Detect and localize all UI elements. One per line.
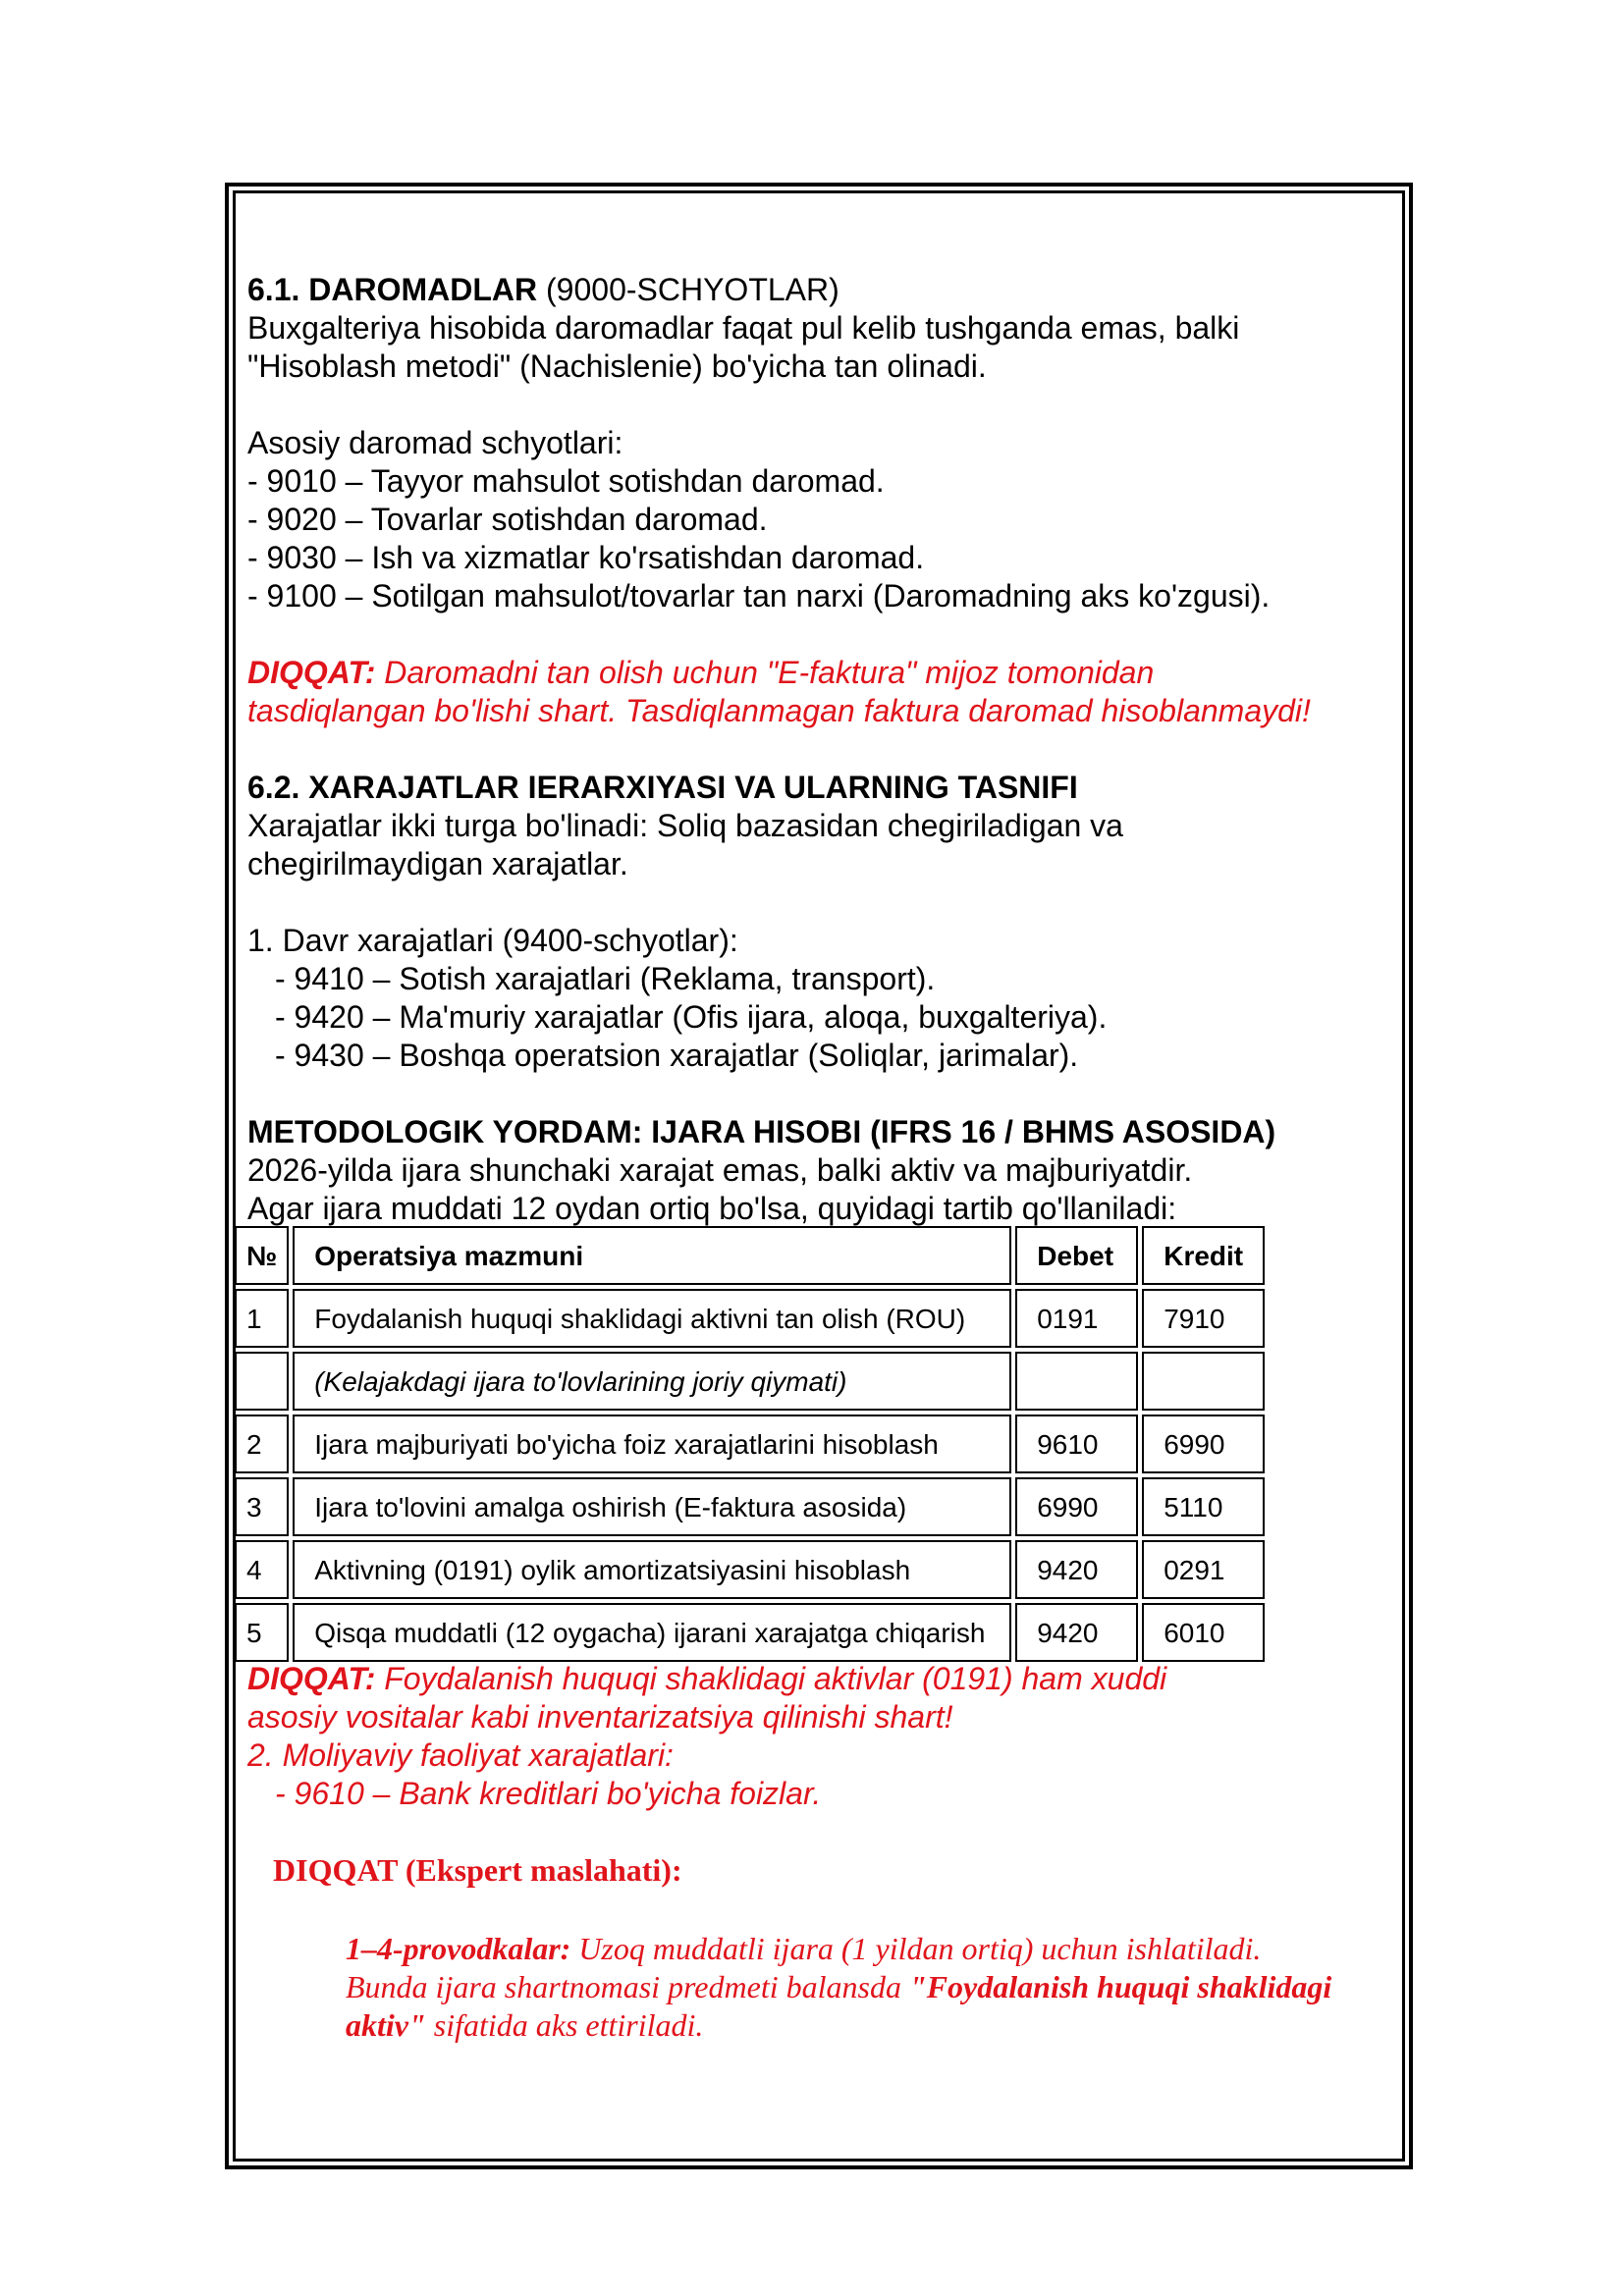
financial-expenses-item: - 9610 – Bank kreditlari bo'yicha foizlar.: [275, 1776, 822, 1811]
cell-number: 1: [235, 1289, 289, 1348]
rou-warning-line2: asosiy vositalar kabi inventarizatsiya qilinishi shart!: [247, 1699, 953, 1735]
income-list-item: - 9020 – Tovarlar sotishdan daromad.: [247, 502, 768, 537]
cell-credit: 6010: [1142, 1603, 1265, 1662]
section-62-line2: chegirilmaydigan xarajatlar.: [247, 846, 628, 881]
cell-number: 5: [235, 1603, 289, 1662]
cell-operation: Ijara to'lovini amalga oshirish (E-faktura asosida): [293, 1477, 1011, 1536]
cell-credit: 7910: [1142, 1289, 1265, 1348]
cell-credit: 6990: [1142, 1415, 1265, 1473]
cell-credit: [1142, 1352, 1265, 1411]
cell-credit: 5110: [1142, 1477, 1265, 1536]
expert-advice-title: DIQQAT (Ekspert maslahati):: [273, 1852, 682, 1888]
cell-operation: Ijara majburiyati bo'yicha foiz xarajatlarini hisoblash: [293, 1415, 1011, 1473]
cell-number: [235, 1352, 289, 1411]
table-row: [235, 1603, 1265, 1662]
table-header-row: [235, 1226, 1265, 1285]
expert-advice-lead: 1–4-provodkalar:: [346, 1931, 571, 1966]
expense-list-item: - 9430 – Boshqa operatsion xarajatlar (Soliqlar, jarimalar).: [275, 1038, 1079, 1073]
cell-number: 2: [235, 1415, 289, 1473]
income-warning-line1: DIQQAT: Daromadni tan olish uchun "E-faktura" mijoz tomonidan: [247, 655, 1155, 690]
expense-list-item: - 9410 – Sotish xarajatlari (Reklama, transport).: [275, 961, 936, 996]
table-row: [235, 1540, 1265, 1599]
expense-list-item: - 9420 – Ma'muriy xarajatlar (Ofis ijara, aloqa, buxgalteriya).: [275, 999, 1108, 1035]
expert-advice-quoted-term: "Foydalanish huquqi shaklidagi aktiv": [346, 1969, 1332, 2043]
header-debit: Debet: [1015, 1226, 1138, 1285]
cell-operation: Foydalanish huquqi shaklidagi aktivni tan olish (ROU): [293, 1289, 1011, 1348]
section-61-line1: Buxgalteriya hisobida daromadlar faqat pul kelib tushganda emas, balki: [247, 310, 1240, 346]
cell-debit: 0191: [1015, 1289, 1138, 1348]
table-row: [235, 1415, 1265, 1473]
document-body: [247, 271, 1396, 2045]
lease-operations-table: [231, 1222, 1269, 1666]
cell-debit: 9420: [1015, 1603, 1138, 1662]
header-number: №: [235, 1226, 289, 1285]
cell-debit: 9420: [1015, 1540, 1138, 1599]
table-row: [235, 1477, 1265, 1536]
section-61-line2: "Hisoblash metodi" (Nachislenie) bo'yicha tan olinadi.: [247, 348, 987, 384]
method-line2: Agar ijara muddati 12 oydan ortiq bo'lsa, quyidagi tartib qo'llaniladi:: [247, 1191, 1177, 1226]
table-row: [235, 1289, 1265, 1348]
income-warning-line2: tasdiqlangan bo'lishi shart. Tasdiqlanmagan faktura daromad hisoblanmaydi!: [247, 693, 1311, 728]
financial-expenses-title: 2. Moliyaviy faoliyat xarajatlari:: [247, 1737, 674, 1773]
header-operation: Operatsiya mazmuni: [293, 1226, 1011, 1285]
cell-debit: 6990: [1015, 1477, 1138, 1536]
header-credit: Kredit: [1142, 1226, 1265, 1285]
cell-debit: [1015, 1352, 1138, 1411]
cell-number: 3: [235, 1477, 289, 1536]
rou-warning-line1: DIQQAT: Foydalanish huquqi shaklidagi aktivlar (0191) ham xuddi: [247, 1661, 1167, 1696]
cell-operation: Aktivning (0191) oylik amortizatsiyasini hisoblash: [293, 1540, 1011, 1599]
income-list-item: - 9100 – Sotilgan mahsulot/tovarlar tan narxi (Daromadning aks ko'zgusi).: [247, 578, 1271, 614]
income-list-title: Asosiy daromad schyotlari:: [247, 425, 623, 460]
expert-advice-body: 1–4-provodkalar: Uzoq muddatli ijara (1 yildan ortiq) uchun ishlatiladi. Bunda ijara shartnomasi predmeti balansda "Foydalanish huquqi shaklidagi aktiv" sifatida aks ettiriladi.: [346, 1931, 1332, 2043]
cell-operation: Qisqa muddatli (12 oygacha) ijarani xarajatga chiqarish: [293, 1603, 1011, 1662]
cell-operation: (Kelajakdagi ijara to'lovlarining joriy qiymati): [293, 1352, 1011, 1411]
cell-debit: 9610: [1015, 1415, 1138, 1473]
section-62-line1: Xarajatlar ikki turga bo'linadi: Soliq bazasidan chegiriladigan va: [247, 808, 1123, 843]
cell-credit: 0291: [1142, 1540, 1265, 1599]
cell-number: 4: [235, 1540, 289, 1599]
section-62-heading: 6.2. XARAJATLAR IERARXIYASI VA ULARNING TASNIFI: [247, 770, 1078, 805]
method-line1: 2026-yilda ijara shunchaki xarajat emas, balki aktiv va majburiyatdir.: [247, 1152, 1193, 1188]
method-heading: METODOLOGIK YORDAM: IJARA HISOBI (IFRS 16 / BHMS ASOSIDA): [247, 1114, 1276, 1149]
income-list-item: - 9030 – Ish va xizmatlar ko'rsatishdan daromad.: [247, 540, 925, 575]
section-61-heading: 6.1. DAROMADLAR (9000-SCHYOTLAR): [247, 272, 839, 307]
income-list-item: - 9010 – Tayyor mahsulot sotishdan daromad.: [247, 463, 885, 499]
table-row: [235, 1352, 1265, 1411]
expense-list-title: 1. Davr xarajatlari (9400-schyotlar):: [247, 923, 738, 958]
